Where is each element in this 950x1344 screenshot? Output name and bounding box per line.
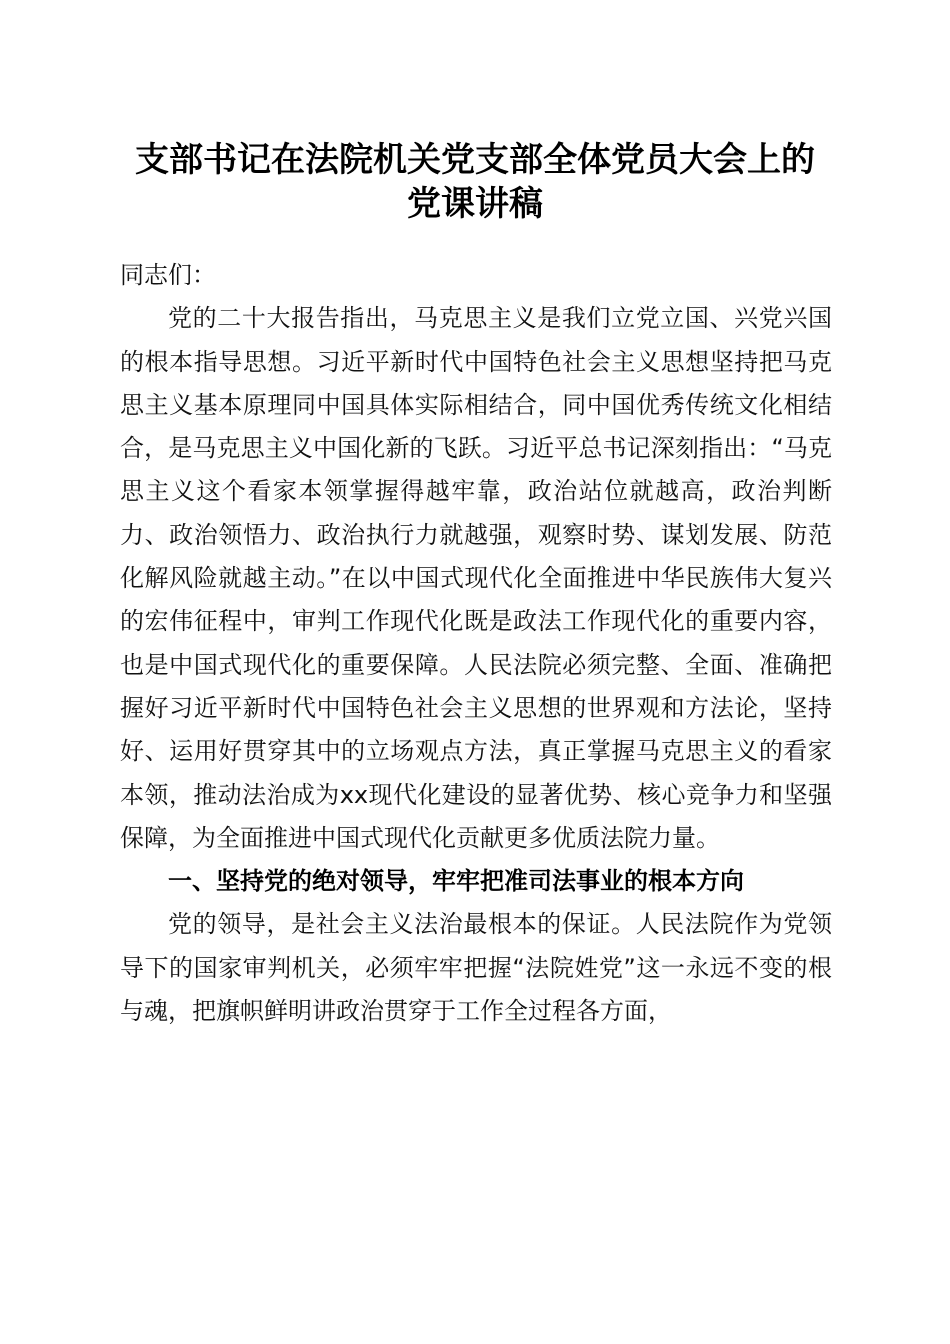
section-heading-1: 一、坚持党的绝对领导，牢牢把准司法事业的根本方向 [168,867,744,896]
title-line-1: 支部书记在法院机关党支部全体党员大会上的 [135,140,815,180]
title-line-2: 党课讲稿 [407,184,543,224]
intro-paragraph: 党的二十大报告指出，马克思主义是我们立党立国、兴党兴国的根本指导思想。习近平新时代中国特色社会主义思想坚持把马克思主义基本原理同中国具体实际相结合，同中国优秀传统文化相结合，是马克思主义中国化新的飞跃。习近平总书记深刻指出：“马克思主义这个看家本领掌握得越牢靠，政治站位就越高，政治判断力、政治领悟力、政治执行力就越强，观察时势、谋划发展、防范化解风险就越主动。”在以中国式现代化全面推进中华民族伟大复兴的宏伟征程中，审判工作现代化既是政法工作现代化的重要内容，也是中国式现代化的重要保障。人民法院必须完整、全面、准确把握好习近平新时代中国特色社会主义思想的世界观和方法论，坚持好、运用好贯穿其中的立场观点方法，真正掌握马克思主义的看家本领，推动法治成为xx现代化建设的显著优势、核心竞争力和坚强保障，为全面推进中国式现代化贡献更多优质法院力量。 [120,304,832,852]
document-body [120,254,832,1033]
document-title [100,138,850,226]
salutation: 同志们： [120,261,216,289]
section-1-paragraph: 党的领导，是社会主义法治最根本的保证。人民法院作为党领导下的国家审判机关，必须牢牢把握“法院姓党”这一永远不变的根与魂，把旗帜鲜明讲政治贯穿于工作全过程各方面， [120,910,832,1026]
